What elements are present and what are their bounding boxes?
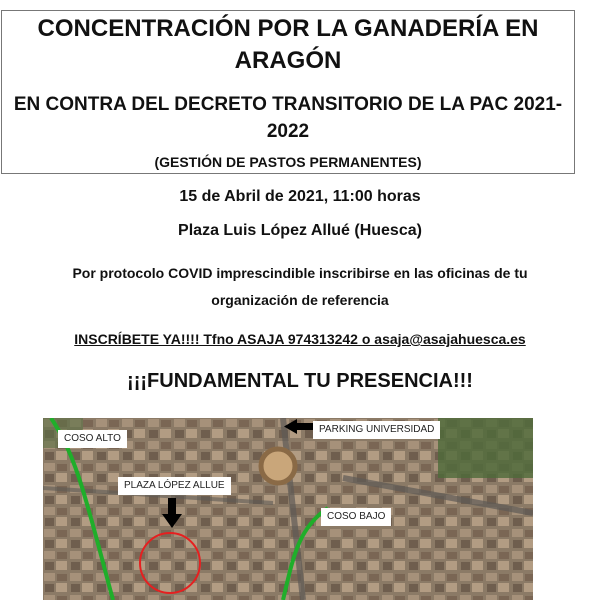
call-to-action: ¡¡¡FUNDAMENTAL TU PRESENCIA!!! [127, 370, 473, 392]
event-location: Plaza Luis López Allué (Huesca) [178, 222, 422, 239]
signup-contact: INSCRÍBETE YA!!!! Tfno ASAJA 974313242 o asaja@asajahuesca.es [74, 331, 526, 347]
map-label-parking: PARKING UNIVERSIDAD [313, 421, 440, 439]
header-box [1, 10, 575, 174]
protocol-line-1: Por protocolo COVID imprescindible inscribirse en las oficinas de tu [72, 265, 528, 281]
map-label-coso-bajo: COSO BAJO [321, 508, 391, 526]
event-title: CONCENTRACIÓN POR LA GANADERÍA EN ARAGÓN [37, 15, 539, 74]
plaza-arrow-shaft [168, 498, 176, 516]
map-label-coso-alto: COSO ALTO [58, 430, 127, 448]
event-note: (GESTIÓN DE PASTOS PERMANENTES) [154, 154, 422, 170]
protocol-line-2: organización de referencia [211, 292, 389, 308]
event-date-time: 15 de Abril de 2021, 11:00 horas [179, 188, 421, 205]
aerial-map [43, 418, 533, 600]
event-subtitle: EN CONTRA DEL DECRETO TRANSITORIO DE LA PAC 2021-2022 [13, 94, 563, 142]
map-label-plaza: PLAZA LÓPEZ ALLUE [118, 477, 231, 495]
